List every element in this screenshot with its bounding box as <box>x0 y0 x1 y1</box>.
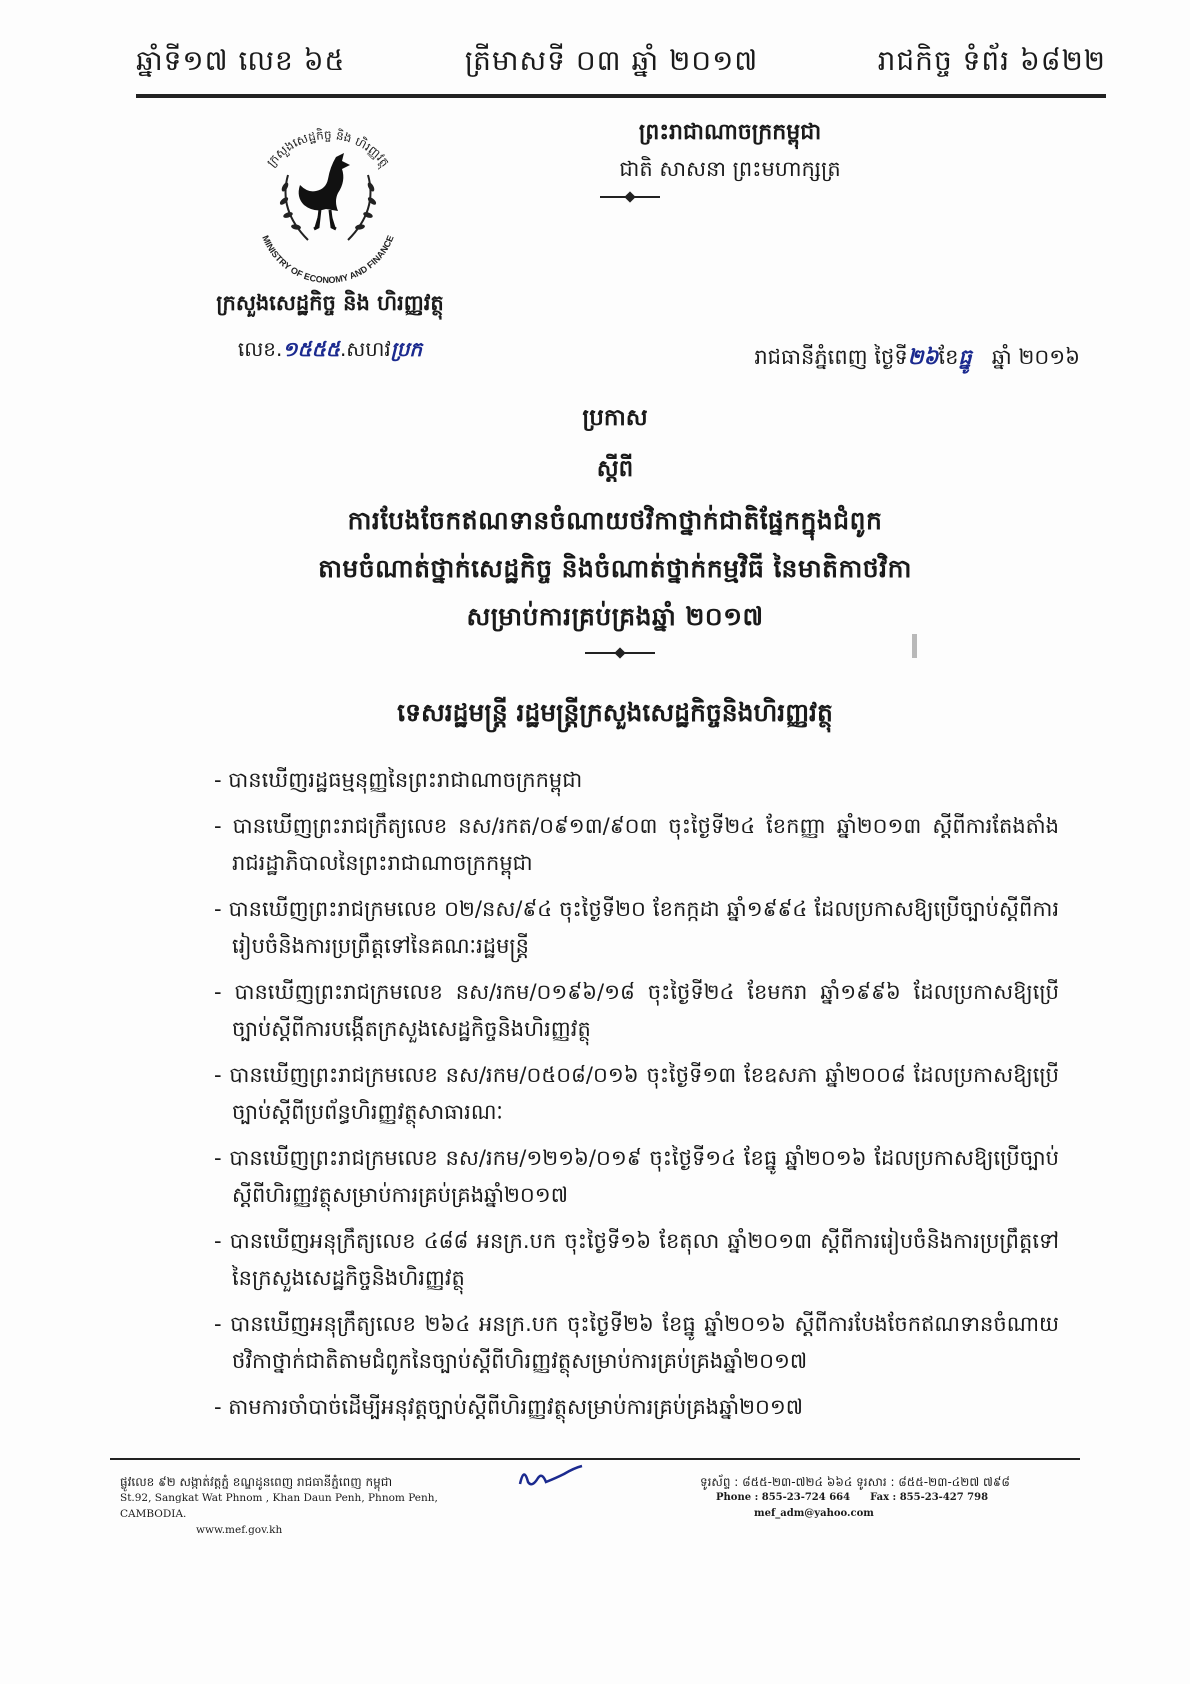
list-item: - បានឃើញព្រះរាជក្រឹត្យលេខ នស/រកត/០៩១៣/៩០៣ ចុះថ្ងៃទី២៤ ខែកញ្ញា ឆ្នាំ២០១៣ ស្តីពីការតែងតាំងរាជរដ្ឋាភិបាលនៃព្រះរាជាណាចក្រកម្ពុជា <box>214 814 1059 875</box>
ref-handwritten-code: ប្រក <box>390 337 423 361</box>
seal-text-english: MINISTRY OF ECONOMY AND FINANCE <box>260 233 396 285</box>
fax-number: Fax : 855-23-427 798 <box>870 1492 989 1503</box>
gazette-date: ត្រីមាសទី ០៣ ឆ្នាំ ២០១៧ <box>464 43 759 77</box>
title-block <box>200 404 1030 650</box>
day-handwritten: ២៦ <box>907 344 939 369</box>
list-item: - បានឃើញព្រះរាជក្រមលេខ នស/រកម/០៥០៨/០១៦ ចុះថ្ងៃទី១៣ ខែឧសភា ឆ្នាំ២០០៨ ដែលប្រកាសឱ្យប្រើច្បាប់ស្តីពីប្រព័ន្ធហិរញ្ញវត្ថុសាធារណៈ <box>214 1063 1059 1124</box>
place-day-label: រាជធានីភ្នំពេញ ថ្ងៃទី <box>754 345 908 369</box>
ministry-name: ក្រសួងសេដ្ឋកិច្ច និង ហិរញ្ញវត្ថុ <box>216 291 444 315</box>
website-link[interactable]: www.mef.gov.kh <box>196 1524 283 1536</box>
place-date <box>700 344 1080 375</box>
title-line-3: សម្រាប់ការគ្រប់គ្រងឆ្នាំ ២០១៧ <box>466 602 764 631</box>
ref-suffix: .សហវ <box>339 337 391 361</box>
list-item: - បានឃើញរដ្ឋធម្មនុញ្ញនៃព្រះរាជាណាចក្រកម្ពុជា <box>214 768 583 792</box>
list-item: - តាមការចាំបាច់ដើម្បីអនុវត្តច្បាប់ស្តីពីហិរញ្ញវត្ថុសម្រាប់ការគ្រប់គ្រងឆ្នាំ២០១៧ <box>214 1395 803 1419</box>
document-type: ប្រកាស <box>582 405 648 431</box>
list-item: - បានឃើញព្រះរាជក្រមលេខ ០២/នស/៩៤ ចុះថ្ងៃទី២០ ខែកក្កដា ឆ្នាំ១៩៩៤ ដែលប្រកាសឱ្យប្រើច្បាប់ស្តីពីការរៀបចំនិងការប្រព្រឹត្តទៅនៃគណៈរដ្ឋមន្ត្រី <box>214 897 1059 958</box>
address-english: St.92, Sangkat Wat Phnom , Khan Daun Penh, Phnom Penh, CAMBODIA. <box>120 1492 438 1520</box>
title-line-1: ការបែងចែកឥណទានចំណាយថវិកាថ្នាក់ជាតិផ្នែកក្នុងជំពូក <box>347 506 883 535</box>
issuer-heading: ទេសរដ្ឋមន្ត្រី រដ្ឋមន្ត្រីក្រសួងសេដ្ឋកិច្ចនិងហិរញ្ញវត្ថុ <box>397 698 833 727</box>
rooster-emblem-icon <box>238 115 418 285</box>
email-link[interactable]: mef_adm@yahoo.com <box>754 1508 874 1519</box>
motto-ornament <box>600 196 660 198</box>
date-year: ឆ្នាំ ២០១៦ <box>991 345 1080 369</box>
title-line-2: តាមចំណាត់ថ្នាក់សេដ្ឋកិច្ច និងចំណាត់ថ្នាក់កម្មវិធី នៃមាតិកាថវិកា <box>318 554 912 583</box>
reference-number: លេខ.១៥៥៥.សហវប្រក <box>237 337 423 361</box>
kingdom-heading: ព្រះរាជាណាចក្រកម្ពុជា <box>638 120 822 145</box>
seal-text-khmer: ក្រសួងសេដ្ឋកិច្ច និង ហិរញ្ញវត្ថុ <box>263 127 393 170</box>
scan-speck <box>912 634 917 658</box>
list-item: - បានឃើញព្រះរាជក្រមលេខ នស/រកម/០១៩៦/១៨ ចុះថ្ងៃទី២៤ ខែមករា ឆ្នាំ១៩៩៦ ដែលប្រកាសឱ្យប្រើច្បាប់ស្តីពីការបង្កើតក្រសួងសេដ្ឋកិច្ចនិងហិរញ្ញវត្ថុ <box>214 980 1059 1041</box>
phones-english <box>700 1490 1080 1506</box>
list-item: - បានឃើញអនុក្រឹត្យលេខ ២៦៤ អនក្រ.បក ចុះថ្ងៃទី២៦ ខែធ្នូ ឆ្នាំ២០១៦ ស្តីពីការបែងចែកឥណទានចំណាយថវិកាថ្នាក់ជាតិតាមជំពូកនៃច្បាប់ស្តីពីហិរញ្ញវត្ថុសម្រាប់ការគ្រប់គ្រងឆ្នាំ២០១៧ <box>214 1312 1059 1373</box>
national-motto: ជាតិ សាសនា ព្រះមហាក្សត្រ <box>619 157 841 181</box>
gazette-page: រាជកិច្ច ទំព័រ ៦៨២២ <box>877 43 1106 77</box>
phones-khmer: ទូរស័ព្ទ : ៨៥៥-២៣-៧២៤ ៦៦៤ ទូរសារ : ៨៥៥-២៣-៤២៧ ៧៩៨ <box>700 1475 1010 1489</box>
footer-contacts <box>700 1474 1080 1522</box>
footer-address <box>120 1474 500 1538</box>
list-item: - បានឃើញព្រះរាជក្រមលេខ នស/រកម/១២១៦/០១៩ ចុះថ្ងៃទី១៤ ខែធ្នូ ឆ្នាំ២០១៦ ដែលប្រកាសឱ្យប្រើច្បាប់ស្តីពីហិរញ្ញវត្ថុសម្រាប់ការគ្រប់គ្រងឆ្នាំ២០១៧ <box>214 1146 1059 1207</box>
visa-list <box>214 762 1059 1435</box>
list-item: - បានឃើញអនុក្រឹត្យលេខ ៤៨៨ អនក្រ.បក ចុះថ្ងៃទី១៦ ខែតុលា ឆ្នាំ២០១៣ ស្តីពីការរៀបចំនិងការប្រព្រឹត្តទៅនៃក្រសួងសេដ្ឋកិច្ចនិងហិរញ្ញវត្ថុ <box>214 1229 1059 1290</box>
footer-rule <box>110 1458 1080 1460</box>
ref-handwritten-number: ១៥៥៥ <box>282 337 340 361</box>
header-rule <box>136 94 1106 98</box>
gazette-header <box>136 38 1106 88</box>
ref-prefix: លេខ <box>237 337 276 361</box>
gazette-year-issue: ឆ្នាំទី១៧ លេខ ៦៥ <box>136 43 346 77</box>
title-ornament <box>585 652 655 654</box>
svg-text:ក្រសួងសេដ្ឋកិច្ច និង ហិរញ្ញវត្ <box>264 127 392 171</box>
month-prefix: ខែ <box>938 345 959 369</box>
svg-text:MINISTRY OF ECONOMY AND FINANC <box>260 234 395 285</box>
month-handwritten: ធ្នូ <box>958 344 972 369</box>
about-label: ស្តីពី <box>596 456 634 482</box>
phone-number: Phone : 855-23-724 664 <box>716 1492 851 1503</box>
address-khmer: ផ្លូវលេខ ៩២ សង្កាត់វត្តភ្នំ ខណ្ឌដូនពេញ រាជធានីភ្នំពេញ កម្ពុជា <box>120 1475 393 1489</box>
handwritten-initials-icon <box>516 1462 586 1492</box>
